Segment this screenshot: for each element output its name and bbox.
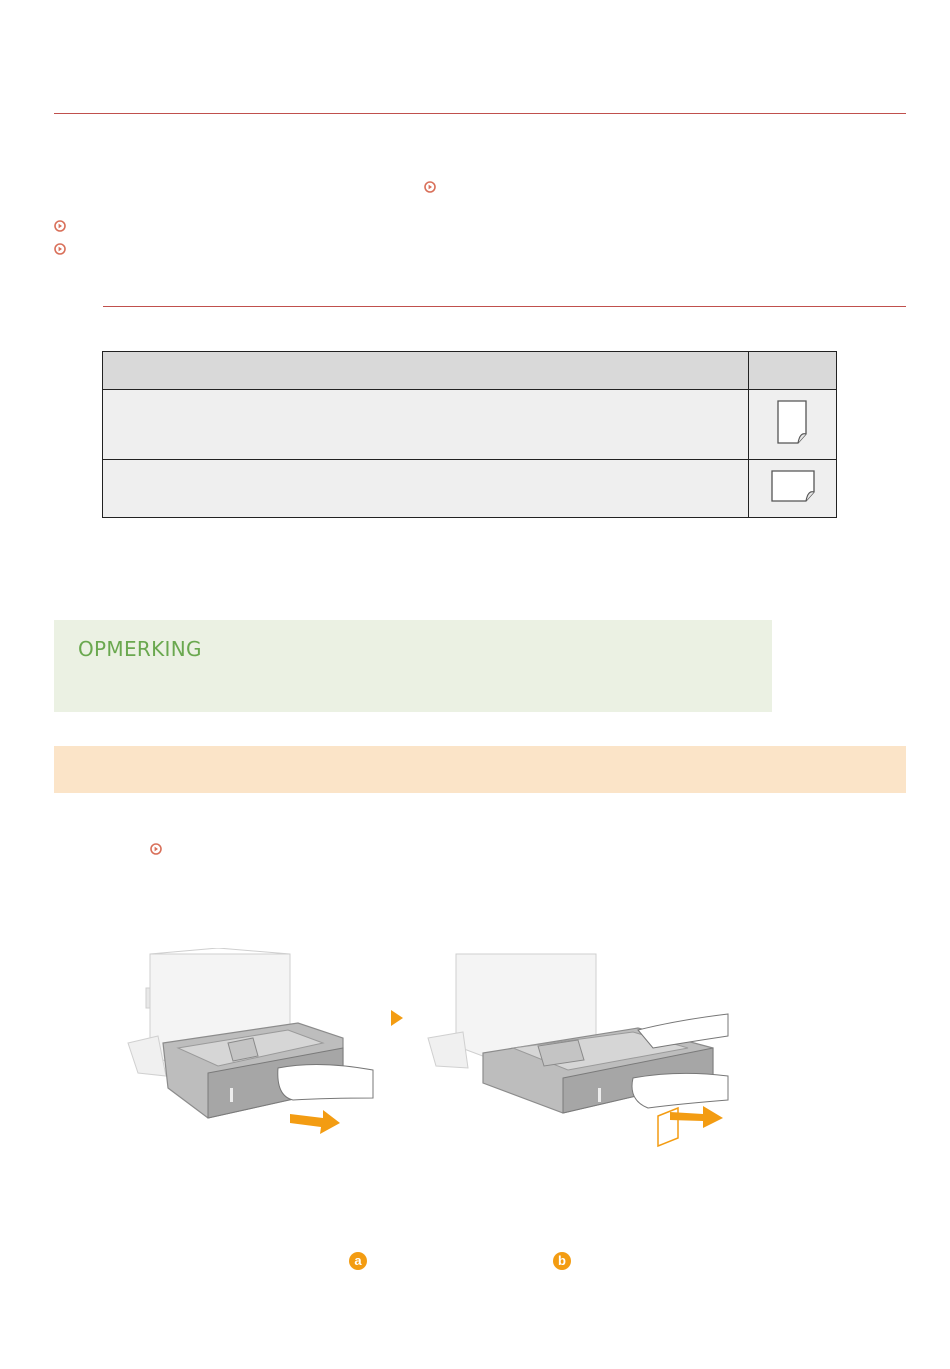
table-cell [749,390,837,459]
subsection-rule [103,306,906,307]
callout-badge-a: a [349,1252,367,1270]
printer-left-drawing [128,948,373,1118]
orange-pull-arrow-icon [290,1110,340,1134]
link-arrow-icon[interactable] [150,843,162,855]
table-row [103,390,837,459]
table-header-cell [103,352,749,390]
note-box [54,620,772,712]
landscape-paper-icon [769,468,817,504]
link-arrow-icon[interactable] [54,243,66,255]
drawer-illustration [118,948,738,1153]
printer-right-drawing [428,954,728,1113]
callout-badge-b: b [553,1252,571,1270]
table-cell [749,459,837,517]
link-arrow-icon[interactable] [54,220,66,232]
table-cell [103,459,749,517]
portrait-paper-icon [775,398,811,446]
paper-orientation-table [102,351,837,518]
table-cell [103,390,749,459]
section-heading-band [54,746,906,793]
table-row [103,459,837,517]
table-header-cell [749,352,837,390]
link-arrow-icon[interactable] [424,181,436,193]
section-rule [54,113,906,114]
step-arrow-icon [391,1010,403,1026]
note-title: OPMERKING [78,637,202,661]
table-header-row [103,352,837,390]
